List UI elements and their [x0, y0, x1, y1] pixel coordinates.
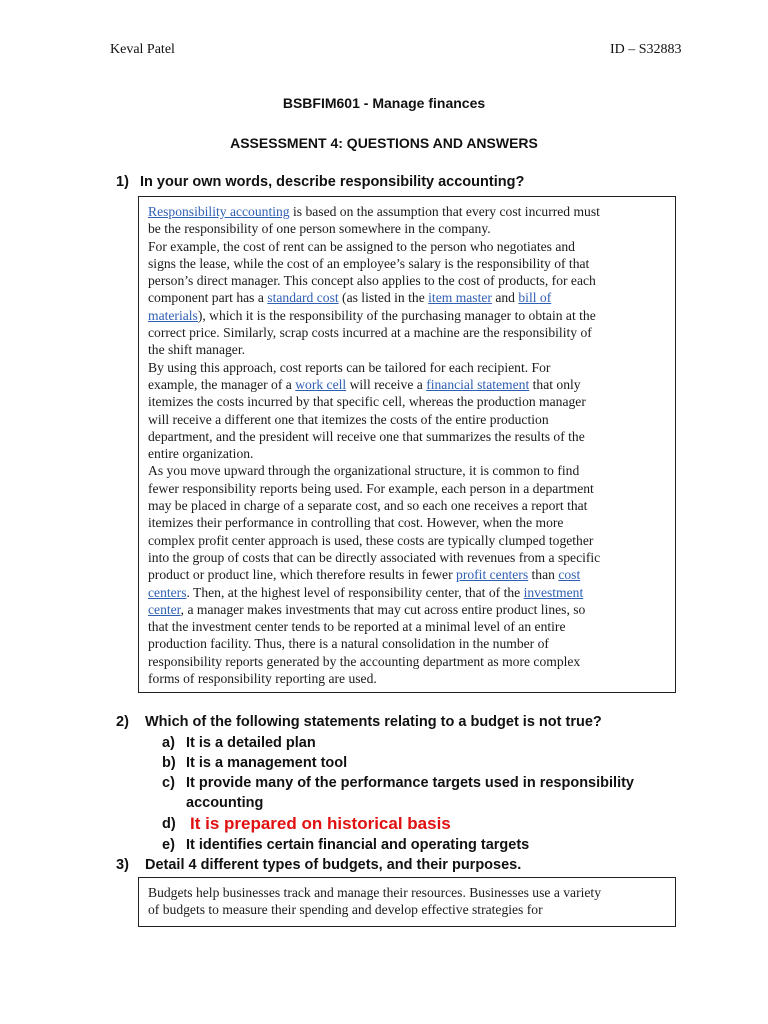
hyperlink[interactable]: cost	[558, 567, 581, 583]
answer-line	[148, 445, 675, 462]
answer-line	[148, 635, 675, 652]
question-3-answer-box	[138, 877, 676, 927]
answer-text: Budgets help businesses track and manage their resources. Businesses use a variety	[148, 885, 602, 900]
answer-text: signs the lease, while the cost of an employee’s salary is the responsibility of that	[148, 255, 590, 271]
option-a-text: It is a detailed plan	[186, 735, 316, 751]
answer-line	[148, 884, 675, 901]
answer-line	[148, 462, 675, 479]
answer-line	[148, 601, 675, 618]
student-id: ID – S32883	[610, 42, 682, 57]
hyperlink[interactable]: Responsibility accounting	[148, 204, 290, 219]
assessment-title: ASSESSMENT 4: QUESTIONS AND ANSWERS	[230, 135, 538, 151]
hyperlink[interactable]: investment	[523, 584, 584, 600]
hyperlink[interactable]: center	[148, 601, 181, 617]
answer-text: itemizes the costs incurred by that specific cell, whereas the production manager	[148, 394, 586, 410]
answer-line	[148, 670, 675, 687]
option-b-text: It is a management tool	[186, 755, 348, 771]
answer-text: be the responsibility of one person somewhere in the company.	[148, 221, 491, 237]
answer-line	[148, 238, 675, 255]
hyperlink[interactable]: financial statement	[426, 376, 530, 392]
answer-text: of budgets to measure their spending and develop effective strategies for	[148, 902, 543, 918]
hyperlink[interactable]: materials	[148, 307, 198, 323]
answer-line	[148, 255, 675, 272]
option-e-text: It identifies certain financial and operating targets	[186, 837, 530, 853]
option-c-text-line2: accounting	[186, 795, 264, 811]
answer-text: and	[491, 290, 519, 306]
answer-text: By using this approach, cost reports can be tailored for each recipient. For	[148, 359, 551, 375]
option-b-letter: b)	[162, 755, 176, 771]
answer-text: complex profit center approach is used, these costs are typically clumped together	[148, 532, 594, 548]
option-c-letter: c)	[162, 775, 175, 791]
answer-line	[148, 289, 675, 306]
answer-text: may be placed in charge of a separate cost, and so each one receives a report that	[148, 498, 588, 514]
answer-line	[148, 532, 675, 549]
option-c-text: It provide many of the performance targets used in responsibility	[186, 775, 634, 791]
answer-line	[148, 428, 675, 445]
answer-text: correct price. Similarly, scrap costs incurred at a machine are the responsibility of	[148, 325, 592, 341]
answer-text: that only	[529, 376, 581, 392]
question-3-number: 3)	[116, 857, 129, 873]
answer-text: production facility. Thus, there is a natural consolidation in the number of	[148, 636, 549, 652]
answer-line	[148, 359, 675, 376]
answer-text: fewer responsibility reports being used. For example, each person in a department	[148, 480, 594, 496]
answer-line	[148, 307, 675, 324]
answer-text: is based on the assumption that every cost incurred must	[289, 204, 600, 219]
answer-text: department, and the president will receive one that summarizes the results of the	[148, 428, 585, 444]
hyperlink[interactable]: item master	[428, 290, 492, 306]
answer-line	[148, 901, 675, 918]
answer-text: component part has a	[148, 290, 268, 306]
hyperlink[interactable]: bill of	[518, 290, 552, 306]
question-1-answer-box	[138, 196, 676, 693]
answer-text: will receive a	[346, 376, 427, 392]
hyperlink[interactable]: centers	[148, 584, 187, 600]
answer-line	[148, 618, 675, 635]
question-1-number: 1)	[116, 174, 129, 190]
answer-text: itemizes their performance in controlling that cost. However, when the more	[148, 515, 564, 531]
answer-line	[148, 220, 675, 237]
answer-text: For example, the cost of rent can be assigned to the person who negotiates and	[148, 238, 575, 254]
answer-text: responsibility reports generated by the accounting department as more complex	[148, 653, 581, 669]
answer-text: (as listed in the	[338, 290, 429, 306]
answer-line	[148, 411, 675, 428]
answer-text: into the group of costs that can be directly associated with revenues from a specific	[148, 549, 601, 565]
answer-text: entire organization.	[148, 446, 254, 462]
hyperlink[interactable]: standard cost	[267, 290, 339, 306]
answer-text: product or product line, which therefore results in fewer	[148, 567, 457, 583]
answer-line	[148, 497, 675, 514]
hyperlink[interactable]: profit centers	[456, 567, 529, 583]
option-a-letter: a)	[162, 735, 175, 751]
answer-text: example, the manager of a	[148, 376, 296, 392]
answer-line	[148, 341, 675, 358]
answer-text: , a manager makes investments that may cut across entire product lines, so	[180, 601, 586, 617]
answer-text: person’s direct manager. This concept also applies to the cost of products, for each	[148, 273, 596, 289]
unit-title: BSBFIM601 - Manage finances	[282, 95, 486, 111]
option-e-letter: e)	[162, 837, 175, 853]
answer-line	[148, 324, 675, 341]
answer-text: will receive a different one that itemizes the costs of the entire production	[148, 411, 549, 427]
answer-line	[148, 480, 675, 497]
question-1-text: In your own words, describe responsibility accounting?	[140, 174, 525, 190]
question-2-text: Which of the following statements relating to a budget is not true?	[145, 714, 602, 730]
answer-text: ), which it is the responsibility of the purchasing manager to obtain at the	[197, 307, 596, 323]
answer-line	[148, 549, 675, 566]
answer-text: forms of responsibility reporting are used.	[148, 671, 377, 687]
answer-line	[148, 653, 675, 670]
answer-text: . Then, at the highest level of responsibility center, that of the	[186, 584, 524, 600]
answer-line	[148, 584, 675, 601]
answer-text: As you move upward through the organizational structure, it is common to find	[148, 463, 580, 479]
answer-line	[148, 566, 675, 583]
option-d-text: It is prepared on historical basis	[190, 814, 451, 833]
option-d-letter: d)	[162, 816, 176, 832]
answer-line	[148, 514, 675, 531]
answer-line	[148, 376, 675, 393]
answer-line	[148, 393, 675, 410]
answer-line	[148, 203, 675, 220]
answer-line	[148, 272, 675, 289]
answer-text: that the investment center tends to be reported at a minimal level of an entire	[148, 619, 566, 635]
answer-text: the shift manager.	[148, 342, 246, 358]
answer-text: than	[528, 567, 559, 583]
question-2-number: 2)	[116, 714, 129, 730]
hyperlink[interactable]: work cell	[295, 376, 347, 392]
author-name: Keval Patel	[110, 42, 175, 57]
question-3-text: Detail 4 different types of budgets, and their purposes.	[145, 857, 522, 873]
